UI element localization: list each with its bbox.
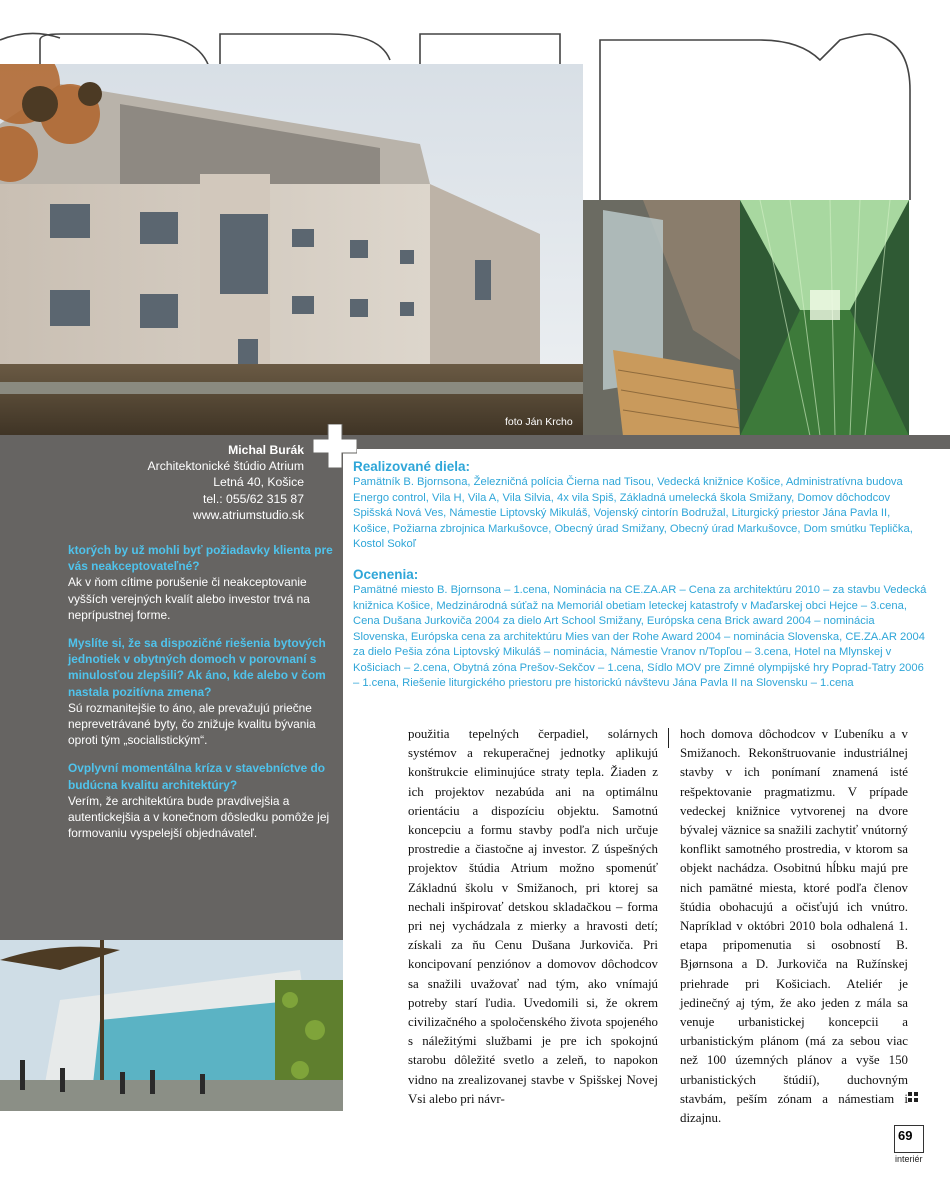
contact-block xyxy=(44,442,304,523)
body-column-1: použitia tepelných čerpadiel, solárnych systémov a rekuperačnej jednotky aplikujú konštrukcie eliminujúce straty tepla. Žiaden z ich projektov nezabúda ani na optimálnu orientáciu a dispozíciu objektu. Samotnú koncepciu a formu stavby podľa nich určuje prostredie a čiastočne aj investor. Z úspešných projektov štúdia Atrium možno spomenúť Základnú školu v Smižanoch, pri ktorej sa nechali inšpirovať detskou skladačkou – forma pri nej vychádzala z mierky a hravosti detí; získali za ňu Cenu Dušana Jurkoviča. Pri koncipovaní penziónov a domovov dôchodcov sa snažili uvažovať nad tým, ako vnímajú potreby starí ľudia. Uvedomili si, že okrem civilizačného a spoločenského života spojeného s náležitými službami je pre ich spokojnú starobu dôležité svetlo a zeleň, to napokon vidno na zrealizovanej stavbe v Spišskej Novej Vsi alebo pri návr- xyxy=(408,727,658,1106)
realized-works-section xyxy=(353,458,928,553)
interview-qa xyxy=(68,542,340,853)
answer-3: Verím, že architektúra bude pravdivejšia a autentickejšia a v konečnom dôsledku pomôže jej formovaniu vyspelejší objednávateľ. xyxy=(68,793,330,841)
question-2: Myslíte si, že sa dispozičné riešenia bytových jednotiek v obytných domoch v porovnaní s minulosťou zlepšili? Ak áno, kde alebo v čom nastala pozitívna zmena? xyxy=(68,636,326,699)
awards-section xyxy=(353,566,928,692)
answer-2: Sú rozmanitejšie to áno, ale prevažujú priečne neprevetrávané byty, čo znižuje kvalitu bývania oproti tým „socialistickým“. xyxy=(68,700,316,748)
photo-credit: foto Ján Krcho xyxy=(505,416,573,428)
contact-phone: tel.: 055/62 315 87 xyxy=(203,491,304,506)
spot4-rendering-photo xyxy=(0,940,343,1111)
end-mark-icon xyxy=(908,1092,918,1102)
building-photo xyxy=(0,64,583,436)
green-tunnel-photo xyxy=(740,200,909,436)
memorial-photo xyxy=(583,200,740,436)
divider-stripe xyxy=(343,435,950,449)
plus-icon xyxy=(313,424,357,468)
realized-works-title: Realizované diela: xyxy=(353,459,471,474)
answer-1: Ak v ňom cítime porušenie či neakceptovanie vyšších verejných kvalít alebo investor trvá na neprípustnej forme. xyxy=(68,575,310,622)
contact-name: Michal Burák xyxy=(228,443,304,457)
magazine-label: interiér xyxy=(895,1154,923,1164)
column-divider xyxy=(668,728,669,748)
contact-web[interactable]: www.atriumstudio.sk xyxy=(192,507,304,522)
question-3: Ovplyvní momentálna kríza v stavebníctve do budúcna kvalitu architektúry? xyxy=(68,761,326,792)
contact-studio: Architektonické štúdio Atrium xyxy=(147,459,304,474)
awards-text: Pamätné miesto B. Bjornsona – 1.cena, Nominácia na CE.ZA.AR – Cena za architektúru 2010 – za stavbu Vedecká knižnica Košice, Medzinárodná súťaž na Memoriál obetiam leteckej katastrofy v Maďarskej obci Hejce – 3.cena, Cena Dušana Jurkoviča 2004 za dielo Art School Smižany, Európska cena Brick award 2004 – nominácia Slovenska, Európska cena za architektúru Mies van der Rohe Award 2004 – nominácia Slovenska, CE.ZA.AR 2004 za dielo Pešia zóna Liptovský Mikuláš – nominácia, Námestie Vranov n/Topľou – 3.cena, Hotel na Mlynskej v Košiciach – 2.cena, Obytná zóna Prešov-Sekčov – 1.cena, Sídlo MOV pre Zimné olympijské hry Poprad-Tatry 2006 – 1.cena, Riešenie liturgického priestoru pre historickú návštevu Jána Pavla II na Slovensku – 1.cena xyxy=(353,584,927,689)
page-number: 69 xyxy=(894,1125,924,1153)
awards-title: Ocenenia: xyxy=(353,567,419,582)
question-1: ktorých by už mohli byť požiadavky klienta pre vás neakceptovateľné? xyxy=(68,543,333,574)
body-column-2: hoch domova dôchodcov v Ľubeníku a v Smižanoch. Rekonštruovanie industriálnej stavby v ich ponímaní znamená isté rešpektovanie pragmatizmu. V prípade vedeckej knižnice vytvorenej na dvore bývalej väznice sa snažili zachytiť vnútorný konflikt samotného prostredia, v ktorom sa objekt nachádza. Osobitnú hĺbku majú pre nich pamätné miesta, ktoré podľa členov štúdia obohacujú a očisťujú ich vnútro. Napríklad v októbri 2010 bola odhalená 1. etapa pripomenutia si osobností B. Bjørnsona a D. Jurkoviča na Ružínskej priehrade pri Košiciach. Ateliér je jedinečný aj tým, že ako jeden z mála sa venuje urbanistickej koncepcii a urbanistickým plánom (má za sebou viac než 100 územných plánov a vyše 150 urbanistických štúdií), duchovným stavbám, peším zónam a námestiam i dizajnu. xyxy=(680,727,908,1126)
realized-works-text: Pamätník B. Bjornsona, Železničná polícia Čierna nad Tisou, Vedecká knižnice Košice, Administratívna budova Energo control, Vila H, Vila A, Vila Silvia, 4x vila Spiš, Základná umelecká škola Smižany, Domov dôchodcov Spišská Nová Ves, Námestie Liptovský Mikuláš, Vojenský cintorín Bodružal, Liturgický priestor Jána Pavla II, Košice, Požiarna zbrojnica Markušovce, Obecný úrad Smižany, Obecný úrad Markušovce, Dom smútku Teplička, Kostol Sokoľ xyxy=(353,476,913,550)
contact-address: Letná 40, Košice xyxy=(213,475,304,490)
